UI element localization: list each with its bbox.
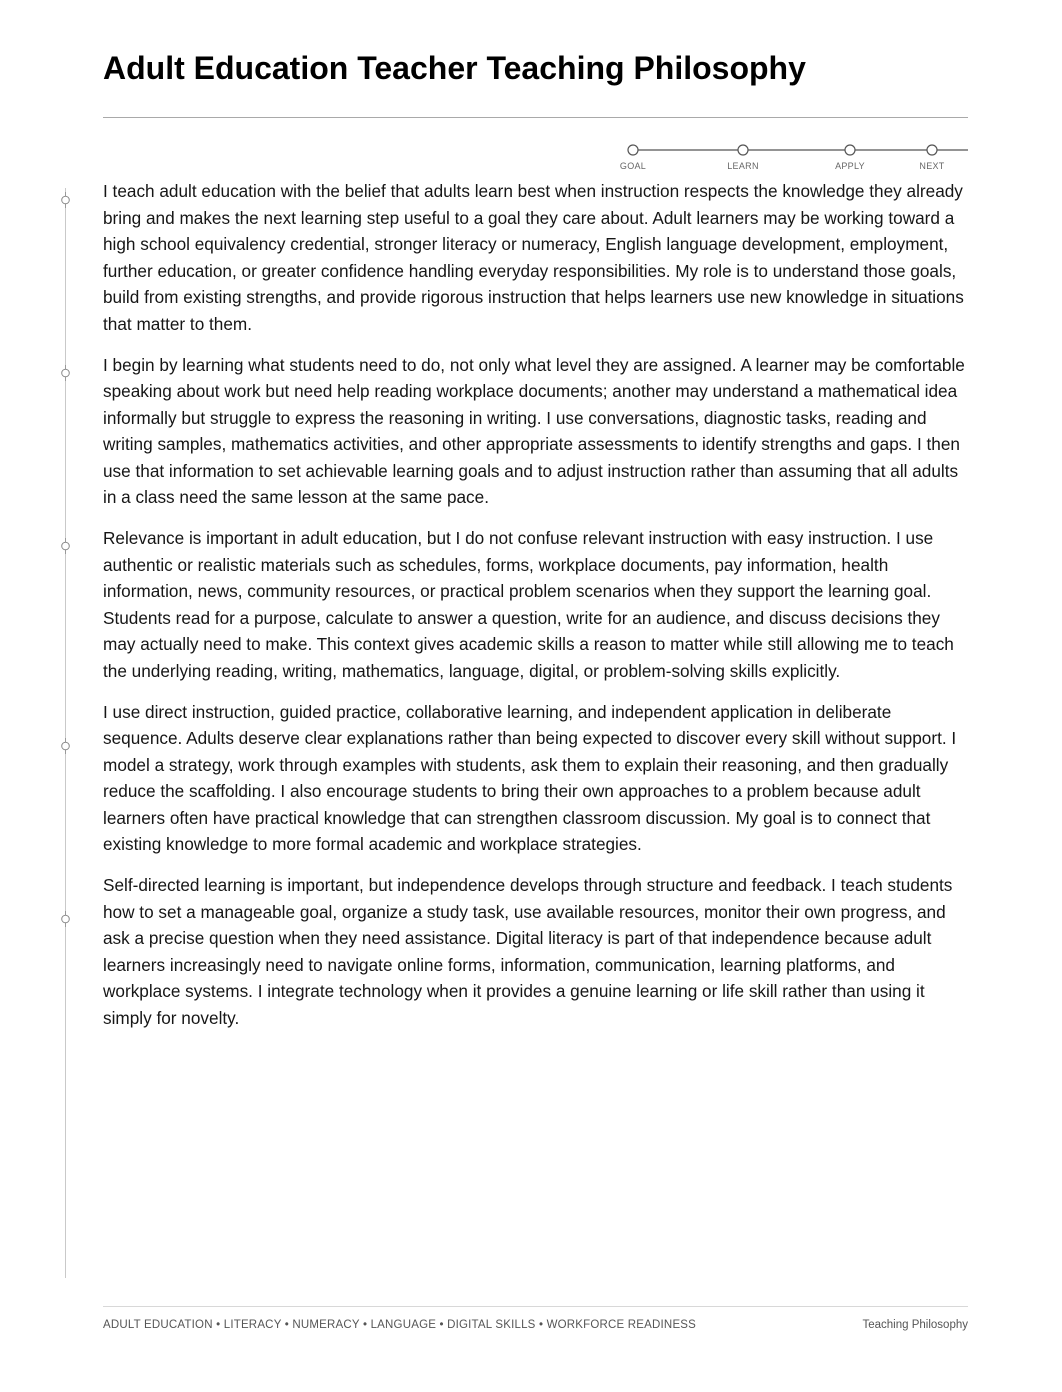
paragraph-1: I teach adult education with the belief that adults learn best when instruction respects the knowledge they already bring and makes the next learning step useful to a goal they care about. Adult learners may be working toward a high school equivalency credential, stronger literacy or numeracy, English language development, employment, further education, or greater confidence handling everyday responsibilities. My role is to understand those goals, build from existing strengths, and provide rigorous instruction that helps learners use new knowledge in situations that matter to them. (103, 181, 964, 334)
step-label-next: NEXT (919, 161, 945, 171)
step-node-goal (628, 145, 638, 155)
step-label-learn: LEARN (727, 161, 759, 171)
title-divider (103, 117, 968, 118)
step-node-next (927, 145, 937, 155)
footer-divider (103, 1306, 968, 1307)
step-node-apply (845, 145, 855, 155)
step-label-goal: GOAL (619, 161, 647, 171)
paragraph-4: I use direct instruction, guided practice, collaborative learning, and independent application in deliberate sequence. Adults deserve clear explanations rather than being expected to discover every skill without support. I model a strategy, work through examples with students, ask them to explain their reasoning, and then gradually reduce the scaffolding. I also encourage students to bring their own approaches to a problem because adult learners often have practical knowledge that can strengthen classroom discussion. My goal is to connect that existing knowledge to more formal academic and workplace strategies. (103, 701, 957, 854)
philosophy-body (103, 178, 971, 1046)
paragraph-marker-icon (60, 738, 72, 754)
footer-tagline: ADULT EDUCATION • LITERACY • NUMERACY • LANGUAGE • DIGITAL SKILLS • WORKFORCE READINESS (103, 1319, 697, 1331)
side-rail (65, 188, 66, 1278)
step-label-apply: APPLY (835, 161, 865, 171)
progress-track-line (600, 140, 980, 160)
footer-doc-label: Teaching Philosophy (862, 1319, 968, 1331)
paragraph-2: I begin by learning what students need to do, not only what level they are assigned. A learner may be comfortable speaking about work but need help reading workplace documents; another may understand a mathematical idea informally but struggle to express the reasoning in writing. I use conversations, diagnostic tasks, reading and writing samples, mathematics activities, and other appropriate assessments to identify strengths and gaps. I then use that information to set achievable learning goals and to adjust instruction rather than assuming that all adults in a class need the same lesson at the same pace. (103, 354, 965, 507)
paragraph-marker-icon (60, 911, 72, 927)
paragraph-marker-icon (60, 365, 72, 381)
step-node-learn (738, 145, 748, 155)
paragraph-5: Self-directed learning is important, but independence develops through structure and feedback. I teach students how to set a manageable goal, organize a study task, use available resources, monitor their own progress, and ask a precise question when they need assistance. Digital literacy is part of that independence because adult learners increasingly need to navigate online forms, information, communication, learning platforms, and workplace systems. I integrate technology when it provides a genuine learning or life skill rather than using it simply for novelty. (103, 875, 953, 1028)
paragraph-marker-icon (60, 192, 72, 208)
progress-track (600, 140, 980, 180)
paragraph-3: Relevance is important in adult education, but I do not confuse relevant instruction with easy instruction. I use authentic or realistic materials such as schedules, forms, workplace documents, pay information, health information, news, community resources, or practical problem scenarios when they support the learning goal. Students read for a purpose, calculate to answer a question, write for an audience, and discuss decisions they may actually need to make. This context gives academic skills a reason to matter while still allowing me to teach the underlying reading, writing, mathematics, language, digital, or problem-solving skills explicitly. (103, 528, 954, 681)
paragraph-marker-icon (60, 538, 72, 554)
page-title: Adult Education Teacher Teaching Philosophy (103, 50, 806, 86)
